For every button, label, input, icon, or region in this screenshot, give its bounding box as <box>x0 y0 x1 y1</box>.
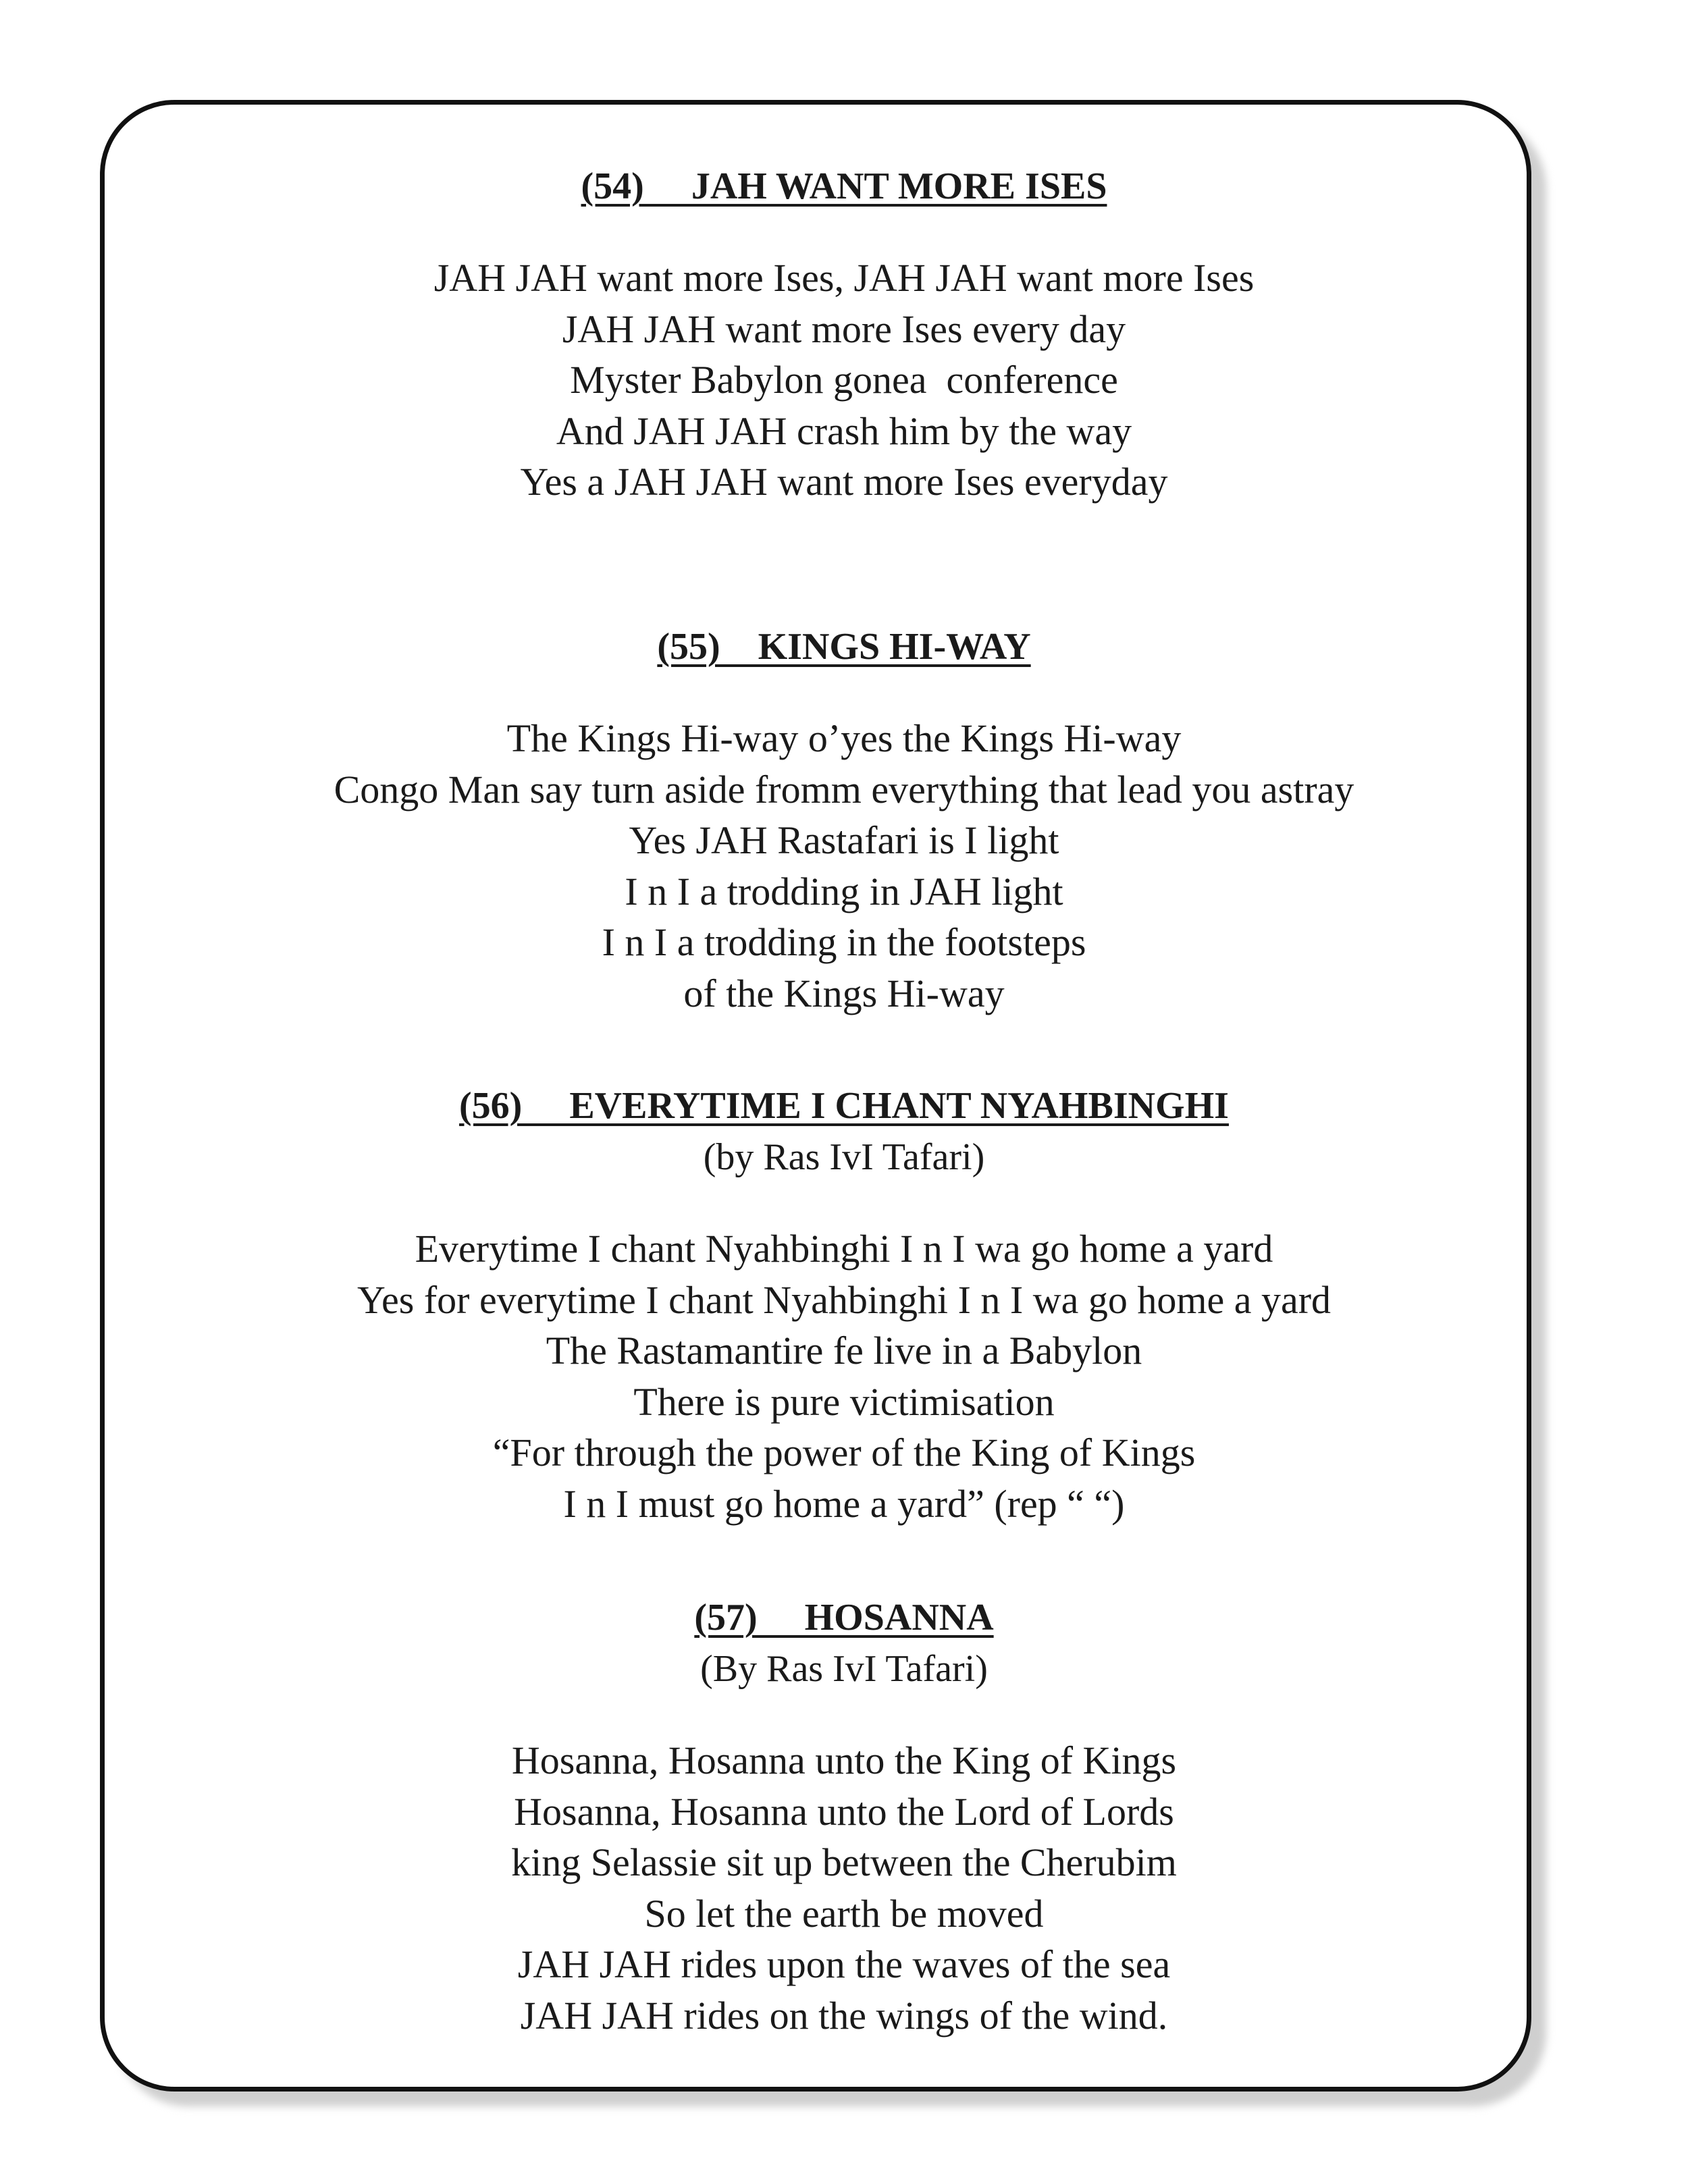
lyric-line: I n I a trodding in JAH light <box>625 869 1063 913</box>
song-title: (57) HOSANNA <box>694 1597 994 1639</box>
lyric-line: I n I a trodding in the footsteps <box>602 920 1086 964</box>
lyric-line: JAH JAH want more Ises, JAH JAH want more Ises <box>433 256 1255 300</box>
lyric-line: JAH JAH want more Ises every day <box>562 307 1126 351</box>
lyric-line: Yes a JAH JAH want more Ises everyday <box>520 460 1168 504</box>
lyric-line: JAH JAH rides upon the waves of the sea <box>517 1942 1171 1986</box>
lyric-line: And JAH JAH crash him by the way <box>556 408 1132 453</box>
song-57 <box>0 1592 1688 2041</box>
song-lyrics <box>0 252 1688 508</box>
lyric-line: JAH JAH rides on the wings of the wind. <box>520 1993 1168 2037</box>
song-lyrics <box>0 713 1688 1019</box>
lyric-line: The Rastamantire fe live in a Babylon <box>546 1329 1142 1373</box>
lyric-line: Everytime I chant Nyahbinghi I n I wa go home a yard <box>415 1227 1273 1271</box>
song-title: (55) KINGS HI-WAY <box>657 626 1031 668</box>
lyric-line: king Selassie sit up between the Cherubim <box>511 1840 1177 1884</box>
song-credit: (by Ras IvI Tafari) <box>703 1136 985 1178</box>
song-55 <box>0 621 1688 1019</box>
song-credit: (By Ras IvI Tafari) <box>700 1648 988 1690</box>
lyric-line: of the Kings Hi-way <box>683 971 1005 1015</box>
lyric-line: Hosanna, Hosanna unto the King of Kings <box>511 1738 1177 1782</box>
lyric-line: Yes JAH Rastafari is I light <box>629 818 1059 862</box>
song-54 <box>0 161 1688 508</box>
lyric-line: I n I must go home a yard” (rep “ “) <box>563 1481 1125 1526</box>
lyric-line: Hosanna, Hosanna unto the Lord of Lords <box>514 1789 1174 1834</box>
lyric-line: Yes for everytime I chant Nyahbinghi I n I wa go home a yard <box>357 1277 1331 1322</box>
lyric-line: Myster Babylon gonea conference <box>570 358 1118 402</box>
song-lyrics <box>0 1223 1688 1529</box>
song-title: (56) EVERYTIME I CHANT NYAHBINGHI <box>459 1085 1229 1127</box>
lyric-line: So let the earth be moved <box>644 1891 1044 1936</box>
song-56 <box>0 1080 1688 1529</box>
song-lyrics <box>0 1735 1688 2041</box>
lyric-line: Congo Man say turn aside fromm everything that lead you astray <box>334 767 1354 811</box>
lyric-line: There is pure victimisation <box>633 1379 1055 1424</box>
song-title: (54) JAH WANT MORE ISES <box>581 165 1107 207</box>
lyric-line: “For through the power of the King of Kings <box>492 1431 1196 1474</box>
lyric-line: The Kings Hi-way o’yes the Kings Hi-way <box>506 716 1182 760</box>
